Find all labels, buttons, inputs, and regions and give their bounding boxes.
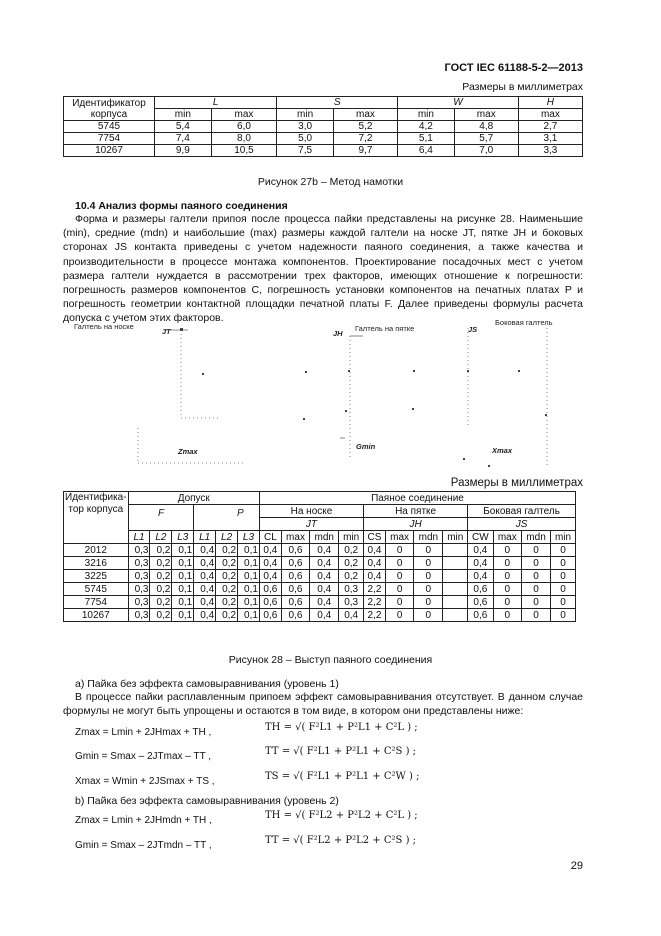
table2-cell: 0,2 [150, 596, 172, 609]
table2-subheader: CL [259, 531, 281, 544]
table2-cell: 0 [521, 544, 550, 557]
table2-cell: 0,3 [128, 570, 150, 583]
zmax-label: Zmax [178, 447, 198, 456]
table2-subheader: mdn [414, 531, 443, 544]
table2-subheader: mdn [310, 531, 339, 544]
table1-subheader: min [277, 109, 334, 121]
table1-cell: 2,7 [518, 121, 582, 133]
label-side-fillet: Боковая галтель [495, 318, 553, 327]
table1-id-header: Идентификатор корпуса [64, 97, 155, 121]
table1-cell: 5,0 [277, 133, 334, 145]
table1-cell: 5745 [64, 121, 155, 133]
table2-row [64, 609, 576, 622]
table2-cell: 0,3 [339, 583, 364, 596]
table2-cell: 5745 [64, 583, 129, 596]
table2-cell: 0,2 [150, 609, 172, 622]
table1-cell: 10267 [64, 145, 155, 157]
table2-cell: 0,4 [194, 609, 216, 622]
table1-group-h: H [518, 97, 582, 109]
table2-cell: 0,1 [238, 609, 260, 622]
table2-cell: 0,2 [150, 544, 172, 557]
table2-cell: 0,3 [128, 609, 150, 622]
table1-cell: 4,2 [398, 121, 455, 133]
table2-cell: 0,4 [339, 609, 364, 622]
table2-cell: 7754 [64, 596, 129, 609]
table2-tolerance-header: Допуск [128, 492, 259, 505]
table2-cell: 0,2 [216, 557, 238, 570]
section-title: 10.4 Анализ формы паяного соединения [75, 200, 288, 212]
table2-row [64, 596, 576, 609]
table2-cell: 0 [521, 596, 550, 609]
figure28-drawing [63, 318, 583, 468]
table2-cell: 0 [385, 609, 413, 622]
table2-cell: 0 [493, 557, 521, 570]
table2-cell: 2012 [64, 544, 129, 557]
table1-subheader: max [211, 109, 277, 121]
table2-cell: 0,4 [468, 544, 493, 557]
table2-subheader: CS [364, 531, 386, 544]
table2-cell: 0,4 [259, 570, 281, 583]
label-heel-fillet: Галтель на пятке [355, 324, 415, 333]
table2-cell: 0,1 [172, 596, 194, 609]
table1-cell: 7,4 [155, 133, 212, 145]
table2-cell: 0,4 [364, 570, 386, 583]
formula-a2-right: TT = √( F²L1 + P²L1 + C²S ) ; [265, 746, 417, 757]
table2-cell: 0 [521, 570, 550, 583]
table2-cell: 0 [385, 544, 413, 557]
table2-cell: 0 [385, 596, 413, 609]
table2-cell: 0,1 [238, 557, 260, 570]
table2-subheader: max [385, 531, 413, 544]
table2-cell: 0 [493, 544, 521, 557]
table2-cell: 0,6 [281, 544, 309, 557]
page-number: 29 [570, 860, 583, 872]
table2-cell: 0,3 [128, 583, 150, 596]
table1-units: Размеры в миллиметрах [462, 81, 583, 93]
table2-f-header: F [158, 508, 165, 519]
table2-subheader: mdn [521, 531, 550, 544]
table2-cell: 0,4 [310, 609, 339, 622]
table2-cell: 0,1 [238, 596, 260, 609]
table2-cell: 0,6 [281, 609, 309, 622]
table1-cell: 7,5 [277, 145, 334, 157]
table2-cell: 0,1 [238, 570, 260, 583]
table2-cell: 0,6 [259, 609, 281, 622]
table2-id-header: Идентифика-тор корпуса [64, 492, 129, 544]
case-a-title: а) Пайка без эффекта самовыравнивания (уровень 1) [75, 678, 339, 690]
table2-cell [443, 609, 468, 622]
table2-cell: 0 [493, 570, 521, 583]
table2-side-header: Боковая галтель [468, 505, 576, 518]
table2-cell: 0 [551, 570, 576, 583]
table2-row [64, 583, 576, 596]
table2-cell: 0,4 [310, 557, 339, 570]
jh-label: JH [333, 329, 343, 338]
table1-cell: 6,0 [211, 121, 277, 133]
table2-cell: 3216 [64, 557, 129, 570]
table2-cell: 0,1 [238, 583, 260, 596]
table2-subheader-row [64, 531, 576, 544]
section-paragraph-text: Форма и размеры галтели припоя после процесса пайки представлены на рисунке 28. Наименьшие (min), средние (mdn) и наибольшие (max) размеры каждой галтели на носке JT, пятке JH и боковых сторонах JS контакта приведены с учетом надежности паяного соединения, а также качества и производительности в процессе монтажа компонентов. Проектирование посадочных мест с учетом размера галтели нуждается в рассмотрении трех факторов, имеющих отношение к погрешности: погрешность размеров компонентов C, погрешность установки компонентов на печатных платах P и погрешность геометрии контактной площадки печатной платы F. Далее приведены формулы расчета допуска с учетом этих факторов. [63, 213, 583, 325]
table1-cell: 7,2 [333, 133, 397, 145]
label-toe-fillet: Галтель на носке [74, 322, 134, 331]
table2-js-header: JS [468, 518, 576, 531]
table1-cell: 5,2 [333, 121, 397, 133]
table2-subheader: max [281, 531, 309, 544]
table2-cell: 0,6 [259, 596, 281, 609]
table2-cell: 0,4 [468, 557, 493, 570]
table2-cell: 0 [385, 583, 413, 596]
table1-cell: 5,7 [454, 133, 518, 145]
figure28-caption: Рисунок 28 – Выступ паяного соединения [228, 654, 433, 666]
table1-cell: 3,3 [518, 145, 582, 157]
formula-b1-left: Zmax = Lmin + 2JHmdn + TH , [75, 815, 212, 826]
table2-cell: 0,1 [172, 609, 194, 622]
table2-cell: 0 [551, 583, 576, 596]
table2-cell: 0 [551, 544, 576, 557]
table2-cell: 0,3 [128, 596, 150, 609]
table2-cell: 0,2 [150, 570, 172, 583]
table2-cell: 0,2 [150, 583, 172, 596]
section-paragraph [63, 212, 583, 326]
case-a-text: В процессе пайки расплавленным припоем эффект самовыравнивания отсутствует. В данном случае формулы не могут быть упрощены и остаются в том виде, в котором они представлены ниже: [63, 691, 583, 718]
table2-cell: 0,2 [216, 583, 238, 596]
table2-cell [443, 544, 468, 557]
table2-cell: 0,4 [310, 596, 339, 609]
table2-cell: 0,3 [128, 557, 150, 570]
table1-cell: 8,0 [211, 133, 277, 145]
table2-cell: 0 [521, 609, 550, 622]
figure27b-caption: Рисунок 27b – Метод намотки [257, 176, 404, 188]
table1-row [64, 133, 583, 145]
table2-subheader: min [339, 531, 364, 544]
table2-cell: 0,6 [281, 596, 309, 609]
table1-subheader: max [518, 109, 582, 121]
table2-cell: 0,1 [172, 583, 194, 596]
table2-jt-header: JT [259, 518, 363, 531]
gmin-label: Gmin [356, 442, 376, 451]
jt-label: JT [162, 327, 171, 336]
table2-cell: 10267 [64, 609, 129, 622]
table2-cell: 0,6 [468, 583, 493, 596]
table2-cell: 0,2 [216, 544, 238, 557]
table2-cell: 0,6 [468, 609, 493, 622]
table2-cell: 0,1 [238, 544, 260, 557]
table1-cell: 5,4 [155, 121, 212, 133]
table2-cell: 0 [414, 609, 443, 622]
table2-cell: 0 [493, 583, 521, 596]
table1-group-l: L [155, 97, 277, 109]
table2-cell: 0,4 [194, 557, 216, 570]
table2-cell: 0,4 [194, 544, 216, 557]
case-b-title: b) Пайка без эффекта самовыравнивания (уровень 2) [75, 795, 339, 807]
table1-row [64, 145, 583, 157]
table2-cell: 0,4 [310, 544, 339, 557]
js-label: JS [468, 325, 478, 334]
table2-cell: 2,2 [364, 609, 386, 622]
table2-subheader: max [493, 531, 521, 544]
table1-cell: 9,7 [333, 145, 397, 157]
table2-row [64, 544, 576, 557]
formula-b2-right: TT = √( F²L2 + P²L2 + C²S ) ; [265, 835, 417, 846]
table2-cell: 0 [414, 557, 443, 570]
formula-a3-right: TS = √( F²L1 + P²L1 + C²W ) ; [265, 771, 420, 782]
table2-subheader: min [551, 531, 576, 544]
table2-cell: 0,4 [259, 557, 281, 570]
table2-subheader: L3 [238, 531, 260, 544]
table2-cell: 0,2 [216, 609, 238, 622]
table1-cell: 9,9 [155, 145, 212, 157]
table2-units: Размеры в миллиметрах [450, 477, 583, 489]
table1-group-w: W [398, 97, 519, 109]
table1-body [64, 121, 583, 157]
xmax-label: Xmax [492, 446, 513, 455]
table1-cell: 6,4 [398, 145, 455, 157]
table2-cell: 0 [521, 583, 550, 596]
table2-cell: 0,4 [194, 570, 216, 583]
table1-cell: 3,0 [277, 121, 334, 133]
table2-toe-header: На носке [259, 505, 363, 518]
table2-cell: 0,4 [259, 544, 281, 557]
table2 [63, 491, 576, 622]
table2-cell: 2,2 [364, 583, 386, 596]
formula-a2-left: Gmin = Smax – 2JTmax – TT , [75, 751, 212, 762]
table2-cell [443, 570, 468, 583]
table2-subheader: L2 [216, 531, 238, 544]
table2-cell: 0,6 [468, 596, 493, 609]
table2-solder-header: Паяное соединение [259, 492, 575, 505]
table2-cell: 3225 [64, 570, 129, 583]
table1-cell: 3,1 [518, 133, 582, 145]
table2-cell: 0 [521, 557, 550, 570]
table2-cell: 0,6 [281, 570, 309, 583]
table2-cell: 0 [414, 596, 443, 609]
formula-b1-right: TH = √( F²L2 + P²L2 + C²L ) ; [265, 810, 418, 821]
table2-p-header: P [237, 508, 244, 519]
table2-cell: 0,4 [468, 570, 493, 583]
table2-cell [443, 596, 468, 609]
table2-cell: 0 [414, 583, 443, 596]
table1-cell: 7754 [64, 133, 155, 145]
table2-row [64, 557, 576, 570]
table2-subheader: L3 [172, 531, 194, 544]
table2-cell: 0,4 [310, 570, 339, 583]
formula-a1-right: TH = √( F²L1 + P²L1 + C²L ) ; [265, 722, 418, 733]
table1-cell: 7,0 [454, 145, 518, 157]
table2-cell: 0,1 [172, 544, 194, 557]
table1-subheader: min [398, 109, 455, 121]
table2-cell: 0,2 [339, 570, 364, 583]
formula-a3-left: Xmax = Wmin + 2JSmax + TS , [75, 776, 215, 787]
table2-subheader: L2 [150, 531, 172, 544]
table1-cell: 5,1 [398, 133, 455, 145]
table2-cell: 0,1 [172, 557, 194, 570]
table1-cell: 4,8 [454, 121, 518, 133]
table2-subheader: min [443, 531, 468, 544]
table2-cell: 0 [493, 596, 521, 609]
table2-cell: 0,3 [128, 544, 150, 557]
formula-b2-left: Gmin = Smax – 2JTmdn – TT , [75, 840, 212, 851]
table2-cell: 0,4 [310, 583, 339, 596]
table2-cell: 2,2 [364, 596, 386, 609]
table2-cell: 0 [551, 596, 576, 609]
table2-cell: 0,2 [339, 544, 364, 557]
table2-cell: 0 [551, 609, 576, 622]
table2-heel-header: На пятке [364, 505, 468, 518]
table2-cell: 0 [414, 570, 443, 583]
table2-cell: 0,6 [281, 557, 309, 570]
table2-cell: 0,6 [281, 583, 309, 596]
table2-cell: 0,4 [364, 544, 386, 557]
table1-subheader: max [454, 109, 518, 121]
table2-subheader: L1 [194, 531, 216, 544]
case-a-paragraph [63, 690, 583, 718]
table2-cell: 0,3 [339, 596, 364, 609]
table2-cell: 0 [493, 609, 521, 622]
table2-cell: 0 [385, 570, 413, 583]
table2-cell: 0 [385, 557, 413, 570]
table2-subheader: L1 [128, 531, 150, 544]
table2-cell: 0,4 [364, 557, 386, 570]
table2-cell: 0 [414, 544, 443, 557]
standard-header: ГОСТ IEC 61188-5-2—2013 [444, 62, 583, 74]
table2-cell: 0,4 [194, 596, 216, 609]
table2-cell: 0,2 [216, 596, 238, 609]
table2-cell: 0,2 [339, 557, 364, 570]
table2-body [64, 544, 576, 622]
table2-cell [443, 557, 468, 570]
table2-cell [443, 583, 468, 596]
table1-cell: 10,5 [211, 145, 277, 157]
table1-group-s: S [277, 97, 398, 109]
table2-row [64, 570, 576, 583]
table1-subheader: min [155, 109, 212, 121]
table2-cell: 0 [551, 557, 576, 570]
table1-subheader: max [333, 109, 397, 121]
table2-cell: 0,2 [150, 557, 172, 570]
table2-jh-header: JH [364, 518, 468, 531]
formula-a1-left: Zmax = Lmin + 2JHmax + TH , [75, 727, 212, 738]
table2-cell: 0,2 [216, 570, 238, 583]
table2-subheader: CW [468, 531, 493, 544]
table2-cell: 0,1 [172, 570, 194, 583]
table2-cell: 0,6 [259, 583, 281, 596]
table2-cell: 0,4 [194, 583, 216, 596]
table1 [63, 96, 583, 157]
table1-row [64, 121, 583, 133]
